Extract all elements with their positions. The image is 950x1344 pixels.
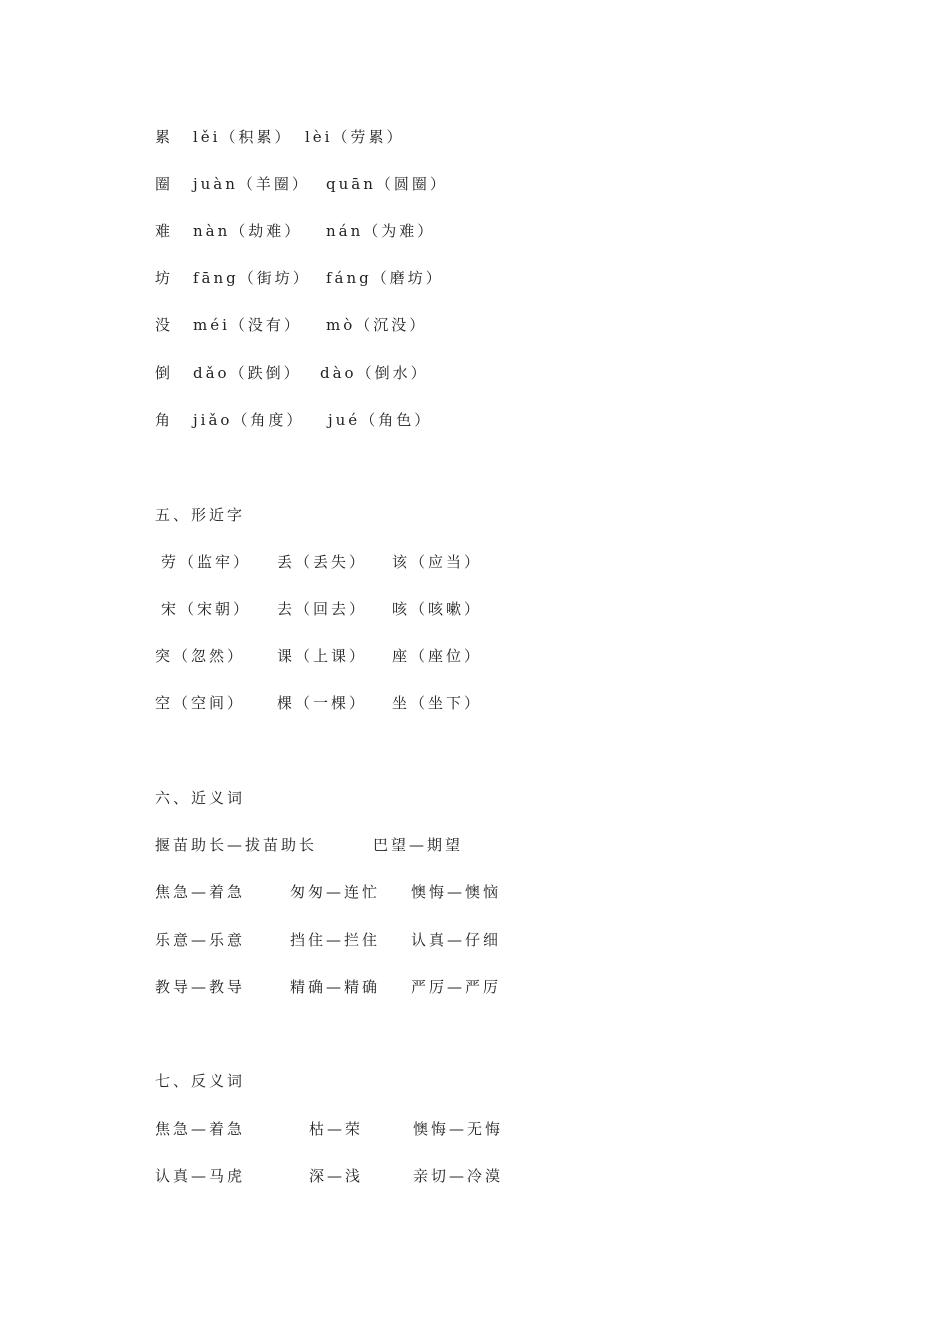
poly-char: 角 bbox=[155, 411, 174, 429]
similar-char-item: 劳（监牢） bbox=[161, 553, 252, 571]
poly-char: 圈 bbox=[155, 175, 174, 193]
synonym-pair: 严厉—严厉 bbox=[411, 978, 502, 996]
poly-reading-b: mò（沉没） bbox=[326, 316, 428, 334]
antonym-pair: 枯—荣 bbox=[309, 1120, 364, 1138]
antonym-pair: 深—浅 bbox=[309, 1167, 364, 1185]
polyphonic-row bbox=[155, 266, 444, 290]
antonym-pair: 亲切—冷漠 bbox=[413, 1167, 504, 1185]
similar-chars-row bbox=[155, 691, 483, 715]
antonyms-row bbox=[155, 1117, 504, 1141]
poly-reading-b: nán（为难） bbox=[326, 222, 436, 240]
similar-char-item: 丢（丢失） bbox=[277, 553, 368, 571]
synonyms-row bbox=[155, 833, 464, 857]
synonym-pair: 挡住—拦住 bbox=[290, 931, 381, 949]
poly-reading-a: fāng（街坊） bbox=[193, 269, 311, 287]
polyphonic-row bbox=[155, 125, 405, 149]
synonyms-row bbox=[155, 975, 502, 999]
antonym-pair: 焦急—着急 bbox=[155, 1120, 246, 1138]
poly-reading-a: jiǎo（角度） bbox=[193, 411, 305, 429]
poly-reading-b: lèi（劳累） bbox=[305, 128, 405, 146]
synonym-pair: 揠苗助长—拔苗助长 bbox=[155, 836, 318, 854]
similar-char-item: 坐（坐下） bbox=[392, 694, 483, 712]
synonym-pair: 乐意—乐意 bbox=[155, 931, 246, 949]
synonym-pair: 懊悔—懊恼 bbox=[411, 883, 502, 901]
synonym-pair: 巴望—期望 bbox=[373, 836, 464, 854]
synonym-pair: 教导—教导 bbox=[155, 978, 246, 996]
polyphonic-row bbox=[155, 313, 428, 337]
poly-reading-a: dǎo（跌倒） bbox=[193, 364, 302, 382]
antonym-pair: 懊悔—无悔 bbox=[413, 1120, 504, 1138]
section-heading-similar-chars: 五、形近字 bbox=[155, 506, 246, 524]
antonym-pair: 认真—马虎 bbox=[155, 1167, 246, 1185]
section-heading-synonyms: 六、近义词 bbox=[155, 789, 246, 807]
poly-reading-b: dào（倒水） bbox=[320, 364, 429, 382]
poly-char: 没 bbox=[155, 316, 174, 334]
poly-reading-b: fáng（磨坊） bbox=[326, 269, 444, 287]
poly-reading-a: lěi（积累） bbox=[193, 128, 293, 146]
synonym-pair: 精确—精确 bbox=[290, 978, 381, 996]
similar-chars-row bbox=[155, 550, 483, 574]
poly-char: 累 bbox=[155, 128, 174, 146]
synonyms-row bbox=[155, 880, 502, 904]
synonyms-row bbox=[155, 928, 502, 952]
similar-char-item: 咳（咳嗽） bbox=[392, 600, 483, 618]
polyphonic-row bbox=[155, 219, 436, 243]
poly-reading-a: méi（没有） bbox=[193, 316, 302, 334]
similar-char-item: 课（上课） bbox=[277, 647, 368, 665]
similar-char-item: 棵（一棵） bbox=[277, 694, 368, 712]
polyphonic-row bbox=[155, 172, 448, 196]
poly-reading-b: quān（圆圈） bbox=[326, 175, 448, 193]
synonym-pair: 认真—仔细 bbox=[411, 931, 502, 949]
poly-char: 倒 bbox=[155, 364, 174, 382]
similar-char-item: 突（忽然） bbox=[155, 647, 246, 665]
similar-char-item: 宋（宋朝） bbox=[161, 600, 252, 618]
similar-chars-row bbox=[155, 597, 483, 621]
synonym-pair: 焦急—着急 bbox=[155, 883, 246, 901]
poly-reading-a: juàn（羊圈） bbox=[193, 175, 310, 193]
similar-char-item: 座（座位） bbox=[392, 647, 483, 665]
poly-char: 坊 bbox=[155, 269, 174, 287]
similar-char-item: 空（空间） bbox=[155, 694, 246, 712]
poly-reading-a: nàn（劫难） bbox=[193, 222, 303, 240]
similar-chars-row bbox=[155, 644, 483, 668]
polyphonic-row bbox=[155, 408, 433, 432]
antonyms-row bbox=[155, 1164, 504, 1188]
poly-reading-b: jué（角色） bbox=[328, 411, 433, 429]
synonym-pair: 匆匆—连忙 bbox=[290, 883, 381, 901]
similar-char-item: 该（应当） bbox=[392, 553, 483, 571]
section-heading-antonyms: 七、反义词 bbox=[155, 1072, 246, 1090]
poly-char: 难 bbox=[155, 222, 174, 240]
similar-char-item: 去（回去） bbox=[277, 600, 368, 618]
polyphonic-row bbox=[155, 361, 429, 385]
